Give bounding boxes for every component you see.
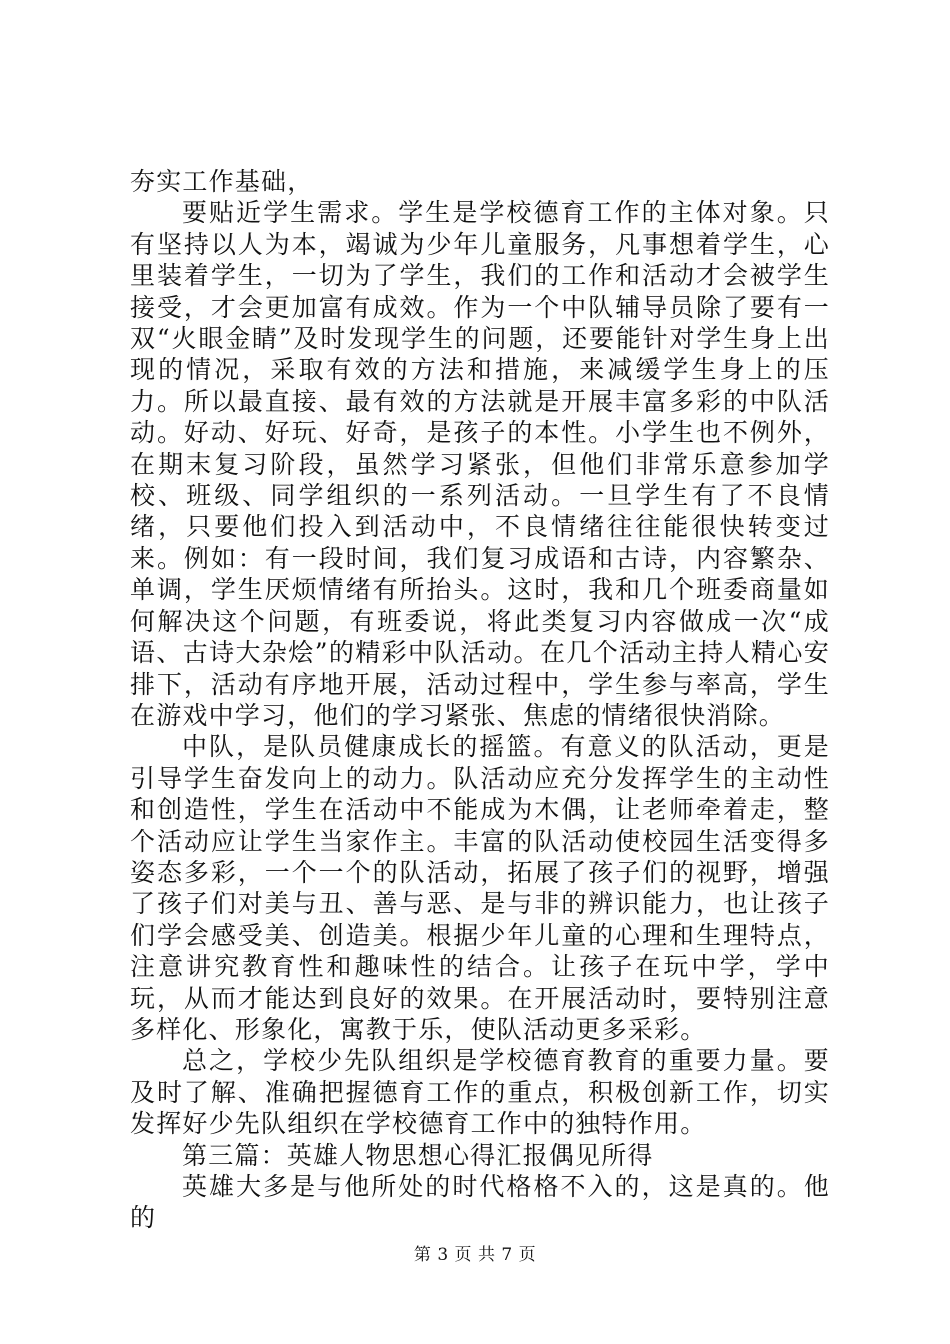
section-heading: 第三篇：英雄人物思想心得汇报偶见所得: [182, 1140, 654, 1170]
paragraph-4: 总之，学校少先队组织是学校德育教育的重要力量。要及时了解、准确把握德育工作的重点，积极创新工作，切实发挥好少先队组织在学校德育工作中的独特作用。: [130, 1046, 830, 1139]
paragraph-3: 中队，是队员健康成长的摇篮。有意义的队活动，更是引导学生奋发向上的动力。队活动应充分发挥学生的主动性和创造性，学生在活动中不能成为木偶，让老师牵着走，整个活动应让学生当家作主。丰富的队活动使校园生活变得多姿态多彩，一个一个的队活动，拓展了孩子们的视野，增强了孩子们对美与丑、善与恶、是与非的辨识能力，也让孩子们学会感受美、创造美。根据少年儿童的心理和生理特点，注意讲究教育性和趣味性的结合。让孩子在玩中学，学中玩，从而才能达到良好的效果。在开展活动时，要特别注意多样化、形象化，寓教于乐，使队活动更多采彩。: [130, 732, 830, 1044]
paragraph-2: 要贴近学生需求。学生是学校德育工作的主体对象。只有坚持以人为本，竭诚为少年儿童服务，凡事想着学生，心里装着学生，一切为了学生，我们的工作和活动才会被学生接受，才会更加富有成效。作为一个中队辅导员除了要有一双“火眼金睛”及时发现学生的问题，还要能针对学生身上出现的情况，采取有效的方法和措施，来减缓学生身上的压力。所以最直接、最有效的方法就是开展丰富多彩的中队活动。好动、好玩、好奇，是孩子的本性。小学生也不例外，在期末复习阶段，虽然学习紧张，但他们非常乐意参加学校、班级、同学组织的一系列活动。一旦学生有了不良情绪，只要他们投入到活动中，不良情绪往往能很快转变过来。例如：有一段时间，我们复习成语和古诗，内容繁杂、单调，学生厌烦情绪有所抬头。这时，我和几个班委商量如何解决这个问题，有班委说，将此类复习内容做成一次“成语、古诗大杂烩”的精彩中队活动。在几个活动主持人精心安排下，活动有序地开展，活动过程中，学生参与率高，学生在游戏中学习，他们的学习紧张、焦虑的情绪很快消除。: [130, 198, 830, 730]
page-footer: 第 3 页 共 7 页: [413, 1245, 537, 1265]
paragraph-1: 夯实工作基础，: [130, 167, 314, 196]
document-body: [130, 166, 830, 1234]
paragraph-5: 英雄大多是与他所处的时代格格不入的，这是真的。他的: [130, 1172, 830, 1233]
